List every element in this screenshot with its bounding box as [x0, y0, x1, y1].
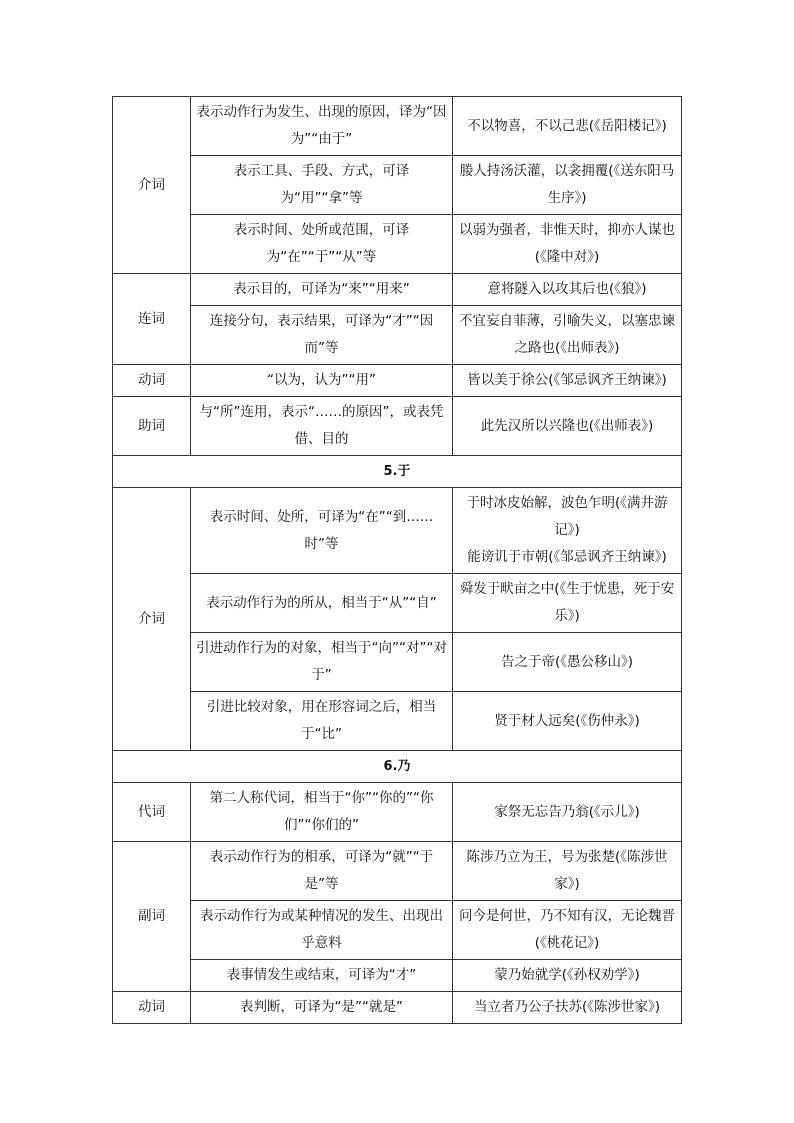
- table-row: [113, 274, 682, 306]
- table-row: [113, 783, 682, 842]
- example-cell: [453, 901, 682, 960]
- usage-cell: 引进动作行为的对象，相当于“向”“对”“对于”: [191, 633, 453, 692]
- example-text: 家祭无忘告乃翁(《示儿》): [494, 803, 640, 820]
- section-row: [113, 456, 682, 488]
- example-text: 意将隧入以攻其后也(《狼》): [487, 281, 647, 297]
- example-text: 于时冰皮始解，波色乍明(《满井游记》): [466, 495, 668, 538]
- table-row: [113, 306, 682, 365]
- example-cell: [453, 306, 682, 365]
- usage-cell: 表示工具、手段、方式，可译为“用”“拿”等: [191, 156, 453, 215]
- usage-cell: 表示目的，可译为“来”“用来”: [191, 274, 453, 306]
- example-cell: [453, 274, 682, 306]
- example-text: 蒙乃始就学(《孙权劝学》): [494, 967, 640, 983]
- example-cell: [453, 215, 682, 274]
- usage-cell: 连接分句，表示结果，可译为“才”“因而”等: [191, 306, 453, 365]
- table-row: [113, 215, 682, 274]
- example-text: 能谤讥于市朝(《邹忌讽齐王纳谏》): [467, 549, 667, 565]
- part-of-speech-cell: 代词: [113, 783, 191, 842]
- example-cell: [453, 488, 682, 574]
- table-row: [113, 960, 682, 992]
- example-text: 问今是何世，乃不知有汉，无论魏晋(《桃花记》): [459, 908, 675, 951]
- table-row: [113, 574, 682, 633]
- example-cell: [453, 633, 682, 692]
- section-row: [113, 751, 682, 783]
- example-text: 不宜妄自菲薄，引喻失义，以塞忠谏之路也(《出师表》): [459, 313, 675, 356]
- example-cell: [453, 97, 682, 156]
- example-cell: [453, 574, 682, 633]
- example-cell: [453, 842, 682, 901]
- table-row: [113, 156, 682, 215]
- table-row: [113, 633, 682, 692]
- usage-cell: 第二人称代词，相当于“你”“你的”“你们”“你们的”: [191, 783, 453, 842]
- table-row: [113, 488, 682, 574]
- example-text: 媵人持汤沃灌，以衾拥覆(《送东阳马生序》): [459, 163, 675, 206]
- table-row: [113, 365, 682, 397]
- usage-cell: 表示动作行为的相承，可译为“就”“于是”等: [191, 842, 453, 901]
- example-text: 此先汉所以兴隆也(《出师表》): [480, 417, 654, 434]
- part-of-speech-cell: 连词: [113, 274, 191, 365]
- example-cell: [453, 156, 682, 215]
- table-row: [113, 842, 682, 901]
- part-of-speech-cell: 介词: [113, 488, 191, 751]
- example-cell: [453, 783, 682, 842]
- usage-cell: 表示时间、处所或范围，可译为“在”“于”“从”等: [191, 215, 453, 274]
- usage-cell: 表示动作行为或某种情况的发生、出现出乎意料: [191, 901, 453, 960]
- example-text: 皆以美于徐公(《邹忌讽齐王纳谏》): [467, 372, 667, 388]
- example-text: 告之于帝(《愚公移山》): [500, 653, 634, 670]
- part-of-speech-cell: 副词: [113, 842, 191, 992]
- usage-cell: 表示动作行为的所从，相当于“从”“自”: [191, 574, 453, 633]
- usage-cell: 表判断，可译为“是”“就是”: [191, 992, 453, 1024]
- section-heading: 5.于: [113, 456, 682, 488]
- example-text: 贤于材人远矣(《伤仲永》): [494, 712, 640, 729]
- table-row: [113, 901, 682, 960]
- section-heading: 6.乃: [113, 751, 682, 783]
- grammar-table: [112, 96, 682, 1024]
- example-text: 舜发于畎亩之中(《生于忧患，死于安乐》): [459, 581, 675, 624]
- usage-cell: “以为，认为”“用”: [191, 365, 453, 397]
- table-row: [113, 397, 682, 456]
- usage-cell: 表示时间、处所，可译为“在”“到……时”等: [191, 488, 453, 574]
- part-of-speech-cell: 助词: [113, 397, 191, 456]
- part-of-speech-cell: 介词: [113, 97, 191, 274]
- example-cell: [453, 692, 682, 751]
- example-text: 以弱为强者，非惟天时，抑亦人谋也(《隆中对》): [459, 222, 675, 265]
- part-of-speech-cell: 动词: [113, 365, 191, 397]
- usage-cell: 表示动作行为发生、出现的原因，译为“因为”“由于”: [191, 97, 453, 156]
- usage-cell: 引进比较对象，用在形容词之后，相当于“比”: [191, 692, 453, 751]
- table-row: [113, 992, 682, 1024]
- example-cell: [453, 365, 682, 397]
- example-text: 当立者乃公子扶苏(《陈涉世家》): [473, 999, 661, 1015]
- table-row: [113, 692, 682, 751]
- example-cell: [453, 960, 682, 992]
- usage-cell: 与“所”连用，表示“……的原因”，或表凭借、目的: [191, 397, 453, 456]
- table-row: [113, 97, 682, 156]
- example-cell: [453, 992, 682, 1024]
- example-text: 不以物喜，不以己悲(《岳阳楼记》): [467, 117, 667, 134]
- part-of-speech-cell: 动词: [113, 992, 191, 1024]
- usage-cell: 表事情发生或结束，可译为“才”: [191, 960, 453, 992]
- example-text: 陈涉乃立为王，号为张楚(《陈涉世家》): [466, 849, 668, 892]
- example-cell: [453, 397, 682, 456]
